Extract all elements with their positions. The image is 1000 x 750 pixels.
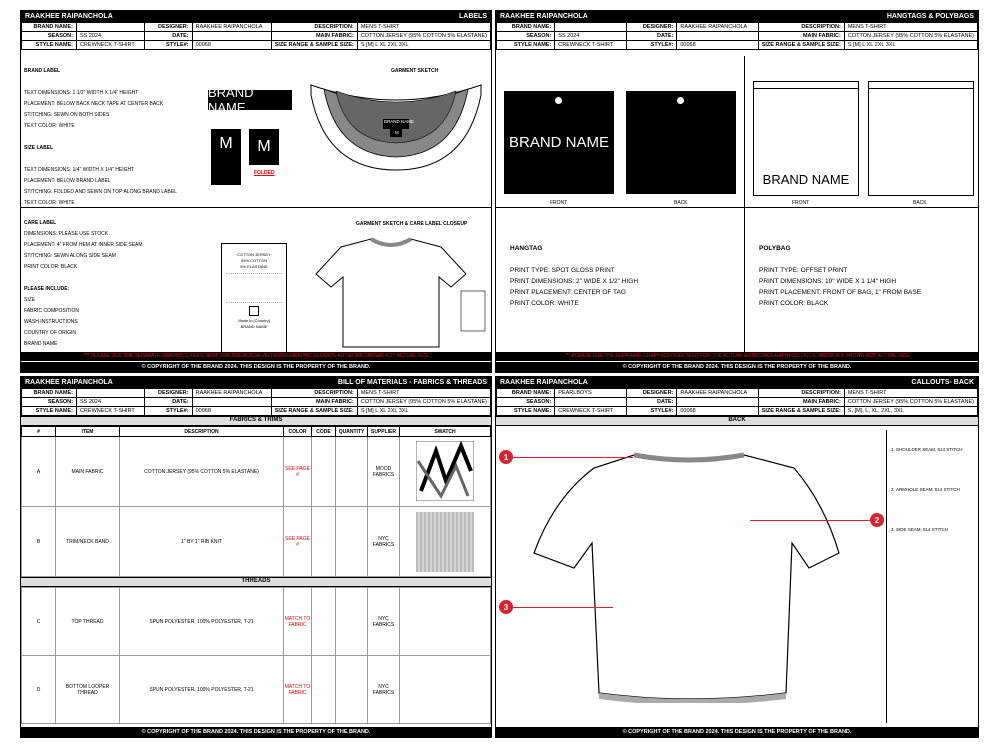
- description-value: MENS T-SHIRT: [357, 23, 490, 32]
- callout-text-3: [891, 527, 948, 532]
- date-label: DATE:: [626, 32, 677, 41]
- spec-line: PRINT COLOR: BLACK: [759, 300, 829, 307]
- callout-text-1: [891, 447, 963, 452]
- company-name: RAAKHEE RAIPANCHOLA: [500, 379, 588, 386]
- style-name-label: STYLE NAME:: [497, 41, 555, 50]
- designer-value: RAAKHEE RAIPANCHOLA: [192, 389, 271, 398]
- main-fabric-value: COTTON JERSEY (95% COTTON 5% ELASTANE): [357, 32, 490, 41]
- row-description: SPUN POLYESTER, 100% POLYESTER, T-21: [120, 588, 284, 656]
- callout-num: 3: [891, 527, 894, 532]
- designer-value: RAAKHEE RAIPANCHOLA: [192, 23, 271, 32]
- description-label: DESCRIPTION:: [758, 389, 844, 398]
- season-value: SS 2024: [76, 398, 144, 407]
- row-color: SEE PAGE #: [284, 507, 312, 577]
- hangtag-hole-icon: [555, 97, 562, 104]
- row-item: BOTTOM LOOPER THREAD: [56, 656, 120, 724]
- size-label-art: M: [211, 129, 241, 185]
- row-swatch: [400, 437, 491, 507]
- season-label: SEASON:: [22, 398, 77, 407]
- spec-line: TEXT DIMENSIONS: 1/4" WIDTH X 1/4" HEIGHT: [24, 167, 135, 173]
- hangtags-page: [495, 10, 979, 373]
- title-bar: [21, 377, 491, 388]
- main-fabric-value: COTTON JERSEY (95% COTTON 5% ELASTANE): [844, 398, 977, 407]
- spec-line: DIMENSIONS: PLEASE USE STOCK: [24, 231, 109, 237]
- divider: [21, 207, 491, 208]
- description-label: DESCRIPTION:: [758, 23, 844, 32]
- copyright-footer: © COPYRIGHT OF THE BRAND 2024. THIS DESIGN IS THE PROPERTY OF THE BRAND.: [21, 362, 491, 372]
- title-bar: [21, 11, 491, 22]
- company-name: RAAKHEE RAIPANCHOLA: [500, 13, 588, 20]
- main-fabric-value: COTTON JERSEY (95% COTTON 5% ELASTANE): [357, 398, 490, 407]
- style-name-label: STYLE NAME:: [22, 41, 77, 50]
- row-description: COTTON JERSEY (95% COTTON 5% ELASTANE): [120, 437, 284, 507]
- date-label: DATE:: [145, 398, 192, 407]
- spec-line: PRINT COLOR: BLACK: [24, 264, 78, 270]
- spec-line: STITCHING: FOLDED AND SEWN ON TOP ALONG BRAND LABEL: [24, 189, 177, 195]
- spec-line: TEXT DIMENSIONS: 1 1/2" WIDTH X 1/4" HEIGHT: [24, 90, 139, 96]
- page-title: CALLOUTS- BACK: [911, 379, 974, 386]
- row-id: D: [22, 656, 56, 724]
- size-value: S, [M], L, XL, 2XL, 3XL: [844, 407, 977, 416]
- style-no-value: 00068: [192, 407, 271, 416]
- main-fabric-label: MAIN FABRIC:: [271, 32, 357, 41]
- tshirt-back-sketch: [524, 443, 854, 703]
- col-header: COLOR: [284, 427, 312, 437]
- spec-line: PRINT DIMENSIONS: 10" WIDE X 1 1/4" HIGH: [759, 278, 897, 285]
- table-row: [22, 656, 491, 724]
- spec-line: PRINT COLOR: WHITE: [510, 300, 579, 307]
- spec-line: TEXT COLOR: WHITE: [24, 200, 75, 206]
- divider: [744, 56, 745, 354]
- row-swatch: [400, 656, 491, 724]
- style-no-label: STYLE#:: [626, 407, 677, 416]
- brand-name-label: BRAND NAME:: [22, 23, 77, 32]
- size-label: SIZE RANGE & SAMPLE SIZE:: [271, 41, 357, 50]
- brand-label-heading: BRAND LABEL: [24, 68, 61, 74]
- care-tag-line: COTTON JERSEY: [237, 252, 271, 257]
- polybag-seal: [869, 82, 973, 89]
- garment-sketch-title: GARMENT SKETCH: [391, 68, 439, 74]
- row-color: SEE PAGE #: [284, 437, 312, 507]
- description-label: DESCRIPTION:: [271, 23, 357, 32]
- divider: [496, 207, 978, 208]
- polybag-spec: [759, 243, 979, 309]
- brand-name-label: BRAND NAME:: [497, 23, 555, 32]
- threads-section-heading: THREADS: [21, 577, 491, 587]
- row-description: 1" BY 1" RIB KNIT: [120, 507, 284, 577]
- care-tag-made: Made in [Country]: [238, 318, 270, 323]
- brand-name-value: [555, 23, 626, 32]
- row-description: SPUN POLYESTER, 100% POLYESTER, T-21: [120, 656, 284, 724]
- col-header: QUANTITY: [336, 427, 368, 437]
- fabrics-section-heading: FABRICS & TRIMS: [21, 416, 491, 426]
- front-caption: FRONT: [792, 200, 810, 206]
- callout-line: [750, 520, 870, 521]
- care-instructions-block: [226, 273, 282, 303]
- brand-name-label: BRAND NAME:: [22, 389, 77, 398]
- style-name-label: STYLE NAME:: [497, 407, 555, 416]
- spec-line: PRINT PLACEMENT: CENTER OF TAG: [510, 289, 626, 296]
- date-value: [677, 32, 758, 41]
- designer-label: DESIGNER:: [626, 389, 677, 398]
- row-quantity: [336, 437, 368, 507]
- row-code: [312, 507, 336, 577]
- spec-line: SIZE: [24, 297, 36, 303]
- main-fabric-value: COTTON JERSEY (95% COTTON 5% ELASTANE): [844, 32, 977, 41]
- tshirt-sketch: [311, 229, 491, 354]
- description-value: MENS T-SHIRT: [844, 23, 977, 32]
- row-code: [312, 588, 336, 656]
- style-name-value: CREWNECK T-SHIRT: [76, 41, 144, 50]
- row-color: MATCH TO FABRIC: [284, 588, 312, 656]
- page-title: BILL OF MATERIALS - FABRICS & THREADS: [337, 379, 487, 386]
- season-label: SEASON:: [497, 32, 555, 41]
- copyright-footer: © COPYRIGHT OF THE BRAND 2024. THIS DESIGN IS THE PROPERTY OF THE BRAND.: [496, 727, 978, 737]
- view-heading: BACK: [496, 416, 978, 426]
- table-row: [22, 588, 491, 656]
- main-fabric-label: MAIN FABRIC:: [271, 398, 357, 407]
- designer-label: DESIGNER:: [145, 389, 192, 398]
- back-caption: BACK: [913, 200, 927, 206]
- date-value: [192, 398, 271, 407]
- brand-name-label: BRAND NAME:: [497, 389, 555, 398]
- spec-line: PLACEMENT: BELOW BRAND LABEL: [24, 178, 111, 184]
- spec-line: FABRIC COMPOSITION: [24, 308, 80, 314]
- row-supplier: NYC FABRICS: [368, 656, 400, 724]
- copyright-footer: © COPYRIGHT OF THE BRAND 2024. THIS DESIGN IS THE PROPERTY OF THE BRAND.: [21, 727, 491, 737]
- closeup-title: GARMENT SKETCH & CARE LABEL CLOSEUP: [356, 221, 468, 227]
- col-header: DESCRIPTION: [120, 427, 284, 437]
- size-label-folded-art: M: [249, 129, 279, 165]
- labels-page: [20, 10, 492, 373]
- date-label: DATE:: [145, 32, 192, 41]
- callout-num: 2: [891, 487, 894, 492]
- col-header: #: [22, 427, 56, 437]
- style-no-label: STYLE#:: [145, 41, 192, 50]
- main-fabric-label: MAIN FABRIC:: [758, 32, 844, 41]
- row-quantity: [336, 588, 368, 656]
- hangtag-back-art: [626, 91, 736, 194]
- title-bar: [496, 11, 978, 22]
- callout-text-2: [891, 487, 960, 492]
- spec-line: COUNTRY OF ORIGIN: [24, 330, 77, 336]
- hangtag-heading: HANGTAG: [510, 245, 543, 252]
- polybag-front-art: [753, 81, 859, 196]
- neck-brand-text: BRAND NAME: [384, 119, 415, 124]
- hangtag-front-art: BRAND NAME: [504, 91, 614, 194]
- header-table: [496, 22, 978, 50]
- spec-line: PRINT DIMENSIONS: 2" WIDE X 1/2" HIGH: [510, 278, 639, 285]
- polybag-seal: [754, 82, 858, 89]
- style-no-value: 00068: [192, 41, 271, 50]
- artwork-note: *** PLEASE USE THE SEPARATE GRAPHICS FILES SENT FOR THE ACTUAL ARTWORK/GRAPHICS/LOGOS. ARTWORK SHOWN NOT ACTUAL SIZE: [496, 352, 978, 361]
- spec-line: PRINT TYPE: OFFSET PRINT: [759, 267, 848, 274]
- care-heading: CARE LABEL: [24, 220, 57, 226]
- row-id: B: [22, 507, 56, 577]
- season-value: SS 2024: [555, 32, 626, 41]
- style-name-value: CREWNECK T-SHIRT: [76, 407, 144, 416]
- brand-label-art: BRAND NAME: [208, 90, 292, 110]
- spec-line: PLACEMENT: 4" FROM HEM AT INNER SIDE SEAM: [24, 242, 143, 248]
- neckline-sketch: [306, 75, 486, 175]
- callout-num: 1: [891, 447, 894, 452]
- care-tag-brand: BRAND NAME: [240, 324, 268, 329]
- row-supplier: MOOD FABRICS: [368, 437, 400, 507]
- description-value: MENS T-SHIRT: [844, 389, 977, 398]
- designer-label: DESIGNER:: [626, 23, 677, 32]
- date-label: DATE:: [626, 398, 677, 407]
- brand-name-value: PEARLBOYS: [555, 389, 626, 398]
- rib-swatch: [416, 512, 474, 572]
- polybag-back-art: [868, 81, 974, 196]
- season-value: SS 2024: [76, 32, 144, 41]
- description-label: DESCRIPTION:: [271, 389, 357, 398]
- hangtag-spec: [510, 243, 740, 309]
- table-row: [22, 507, 491, 577]
- print-swatch: [416, 441, 474, 501]
- callout-line: [513, 607, 613, 608]
- description-value: MENS T-SHIRT: [357, 389, 490, 398]
- spec-line: PRINT PLACEMENT: FRONT OF BAG, 1" FROM BASE: [759, 289, 922, 296]
- callout-line: [513, 457, 633, 458]
- spec-line: STITCHING: SEWN ON BOTH SIDES: [24, 112, 110, 118]
- spec-line: STITCHING: SEWN ALONG SIDE SEAM: [24, 253, 116, 259]
- care-tag-art: [221, 243, 287, 353]
- header-table: [21, 388, 491, 416]
- page-title: LABELS: [459, 13, 487, 20]
- size-label-heading: SIZE LABEL: [24, 145, 54, 151]
- include-heading: PLEASE INCLUDE:: [24, 286, 70, 292]
- date-value: [192, 32, 271, 41]
- spec-line: WASH INSTRUCTIONS: [24, 319, 78, 325]
- row-item: TRIM/NECK BAND: [56, 507, 120, 577]
- date-value: [677, 398, 758, 407]
- bom-page: [20, 376, 492, 738]
- size-value: S [M] L XL 2XL 3XL: [357, 41, 490, 50]
- spec-line: TEXT COLOR: WHITE: [24, 123, 75, 129]
- spec-line: BRAND NAME: [24, 341, 58, 347]
- brand-label-spec: [24, 66, 204, 209]
- back-caption: BACK: [674, 200, 688, 206]
- callout-marker-1: 1: [499, 450, 513, 464]
- style-no-label: STYLE#:: [145, 407, 192, 416]
- style-name-value: CREWNECK T-SHIRT: [555, 407, 626, 416]
- size-value: S [M] L XL 2XL 3XL: [357, 407, 490, 416]
- row-item: MAIN FABRIC: [56, 437, 120, 507]
- spec-line: PRINT TYPE: SPOT GLOSS PRINT: [510, 267, 615, 274]
- row-code: [312, 656, 336, 724]
- season-label: SEASON:: [497, 398, 555, 407]
- company-name: RAAKHEE RAIPANCHOLA: [25, 13, 113, 20]
- row-id: A: [22, 437, 56, 507]
- season-label: SEASON:: [22, 32, 77, 41]
- callout-marker-2: 2: [870, 513, 884, 527]
- style-name-label: STYLE NAME:: [22, 407, 77, 416]
- size-label: SIZE RANGE & SAMPLE SIZE:: [758, 407, 844, 416]
- care-tag-line: 95% COTTON: [241, 258, 267, 263]
- col-header: SWATCH: [400, 427, 491, 437]
- polybag-brand-text: BRAND NAME: [762, 172, 850, 187]
- designer-value: RAAKHEE RAIPANCHOLA: [677, 389, 758, 398]
- col-header: ITEM: [56, 427, 120, 437]
- style-no-value: 00068: [677, 41, 758, 50]
- callout-desc: ARMHOLE SEAM, 514 STITCH: [896, 487, 960, 492]
- row-supplier: NYC FABRICS: [368, 588, 400, 656]
- front-caption: FRONT: [550, 200, 568, 206]
- size-value: S [M] L XL 2XL 3XL: [844, 41, 977, 50]
- size-label: SIZE RANGE & SAMPLE SIZE:: [271, 407, 357, 416]
- header-table: [21, 22, 491, 50]
- callout-desc: SHOULDER SEAM, 514 STITCH: [896, 447, 963, 452]
- polybag-heading: POLYBAG: [759, 245, 791, 252]
- row-code: [312, 437, 336, 507]
- brand-name-value: [76, 389, 144, 398]
- care-tag-line: 5% ELASTANE: [240, 264, 268, 269]
- row-quantity: [336, 507, 368, 577]
- header-table: [496, 388, 978, 416]
- folded-label: FOLDED: [254, 170, 275, 176]
- row-supplier: NYC FABRICS: [368, 507, 400, 577]
- care-label-spec: [24, 218, 204, 350]
- artwork-note: *** PLEASE USE THE SEPARATE GRAPHICS FILES SENT FOR THE ACTUAL ARTWORK/GRAPHICS/LOGOS. ARTWORK SHOWN NOT ACTUAL SIZE: [21, 352, 491, 361]
- season-value: [555, 398, 626, 407]
- callout-marker-3: 3: [499, 600, 513, 614]
- spec-line: PLACEMENT: BELOW BACK NECK TAPE AT CENTER BACK: [24, 101, 164, 107]
- brand-name-value: [76, 23, 144, 32]
- row-id: C: [22, 588, 56, 656]
- col-header: SUPPLIER: [368, 427, 400, 437]
- wash-symbol-icon: [249, 306, 259, 316]
- title-bar: [496, 377, 978, 388]
- col-header: CODE: [312, 427, 336, 437]
- neck-size-text: M: [395, 130, 399, 135]
- row-quantity: [336, 656, 368, 724]
- style-name-value: CREWNECK T-SHIRT: [555, 41, 626, 50]
- row-color: MATCH TO FABRIC: [284, 656, 312, 724]
- size-label: SIZE RANGE & SAMPLE SIZE:: [758, 41, 844, 50]
- company-name: RAAKHEE RAIPANCHOLA: [25, 379, 113, 386]
- row-swatch: [400, 588, 491, 656]
- table-row: [22, 437, 491, 507]
- row-swatch: [400, 507, 491, 577]
- style-no-label: STYLE#:: [626, 41, 677, 50]
- style-no-value: 00068: [677, 407, 758, 416]
- page-title: HANGTAGS & POLYBAGS: [886, 13, 974, 20]
- fabrics-table: [21, 426, 491, 577]
- threads-table: [21, 587, 491, 724]
- designer-value: RAAKHEE RAIPANCHOLA: [677, 23, 758, 32]
- main-fabric-label: MAIN FABRIC:: [758, 398, 844, 407]
- divider: [886, 430, 887, 723]
- callouts-page: [495, 376, 979, 738]
- hangtag-hole-icon: [677, 97, 684, 104]
- callout-desc: SIDE SEAM, 514 STITCH: [896, 527, 949, 532]
- copyright-footer: © COPYRIGHT OF THE BRAND 2024. THIS DESIGN IS THE PROPERTY OF THE BRAND.: [496, 362, 978, 372]
- row-item: TOP THREAD: [56, 588, 120, 656]
- designer-label: DESIGNER:: [145, 23, 192, 32]
